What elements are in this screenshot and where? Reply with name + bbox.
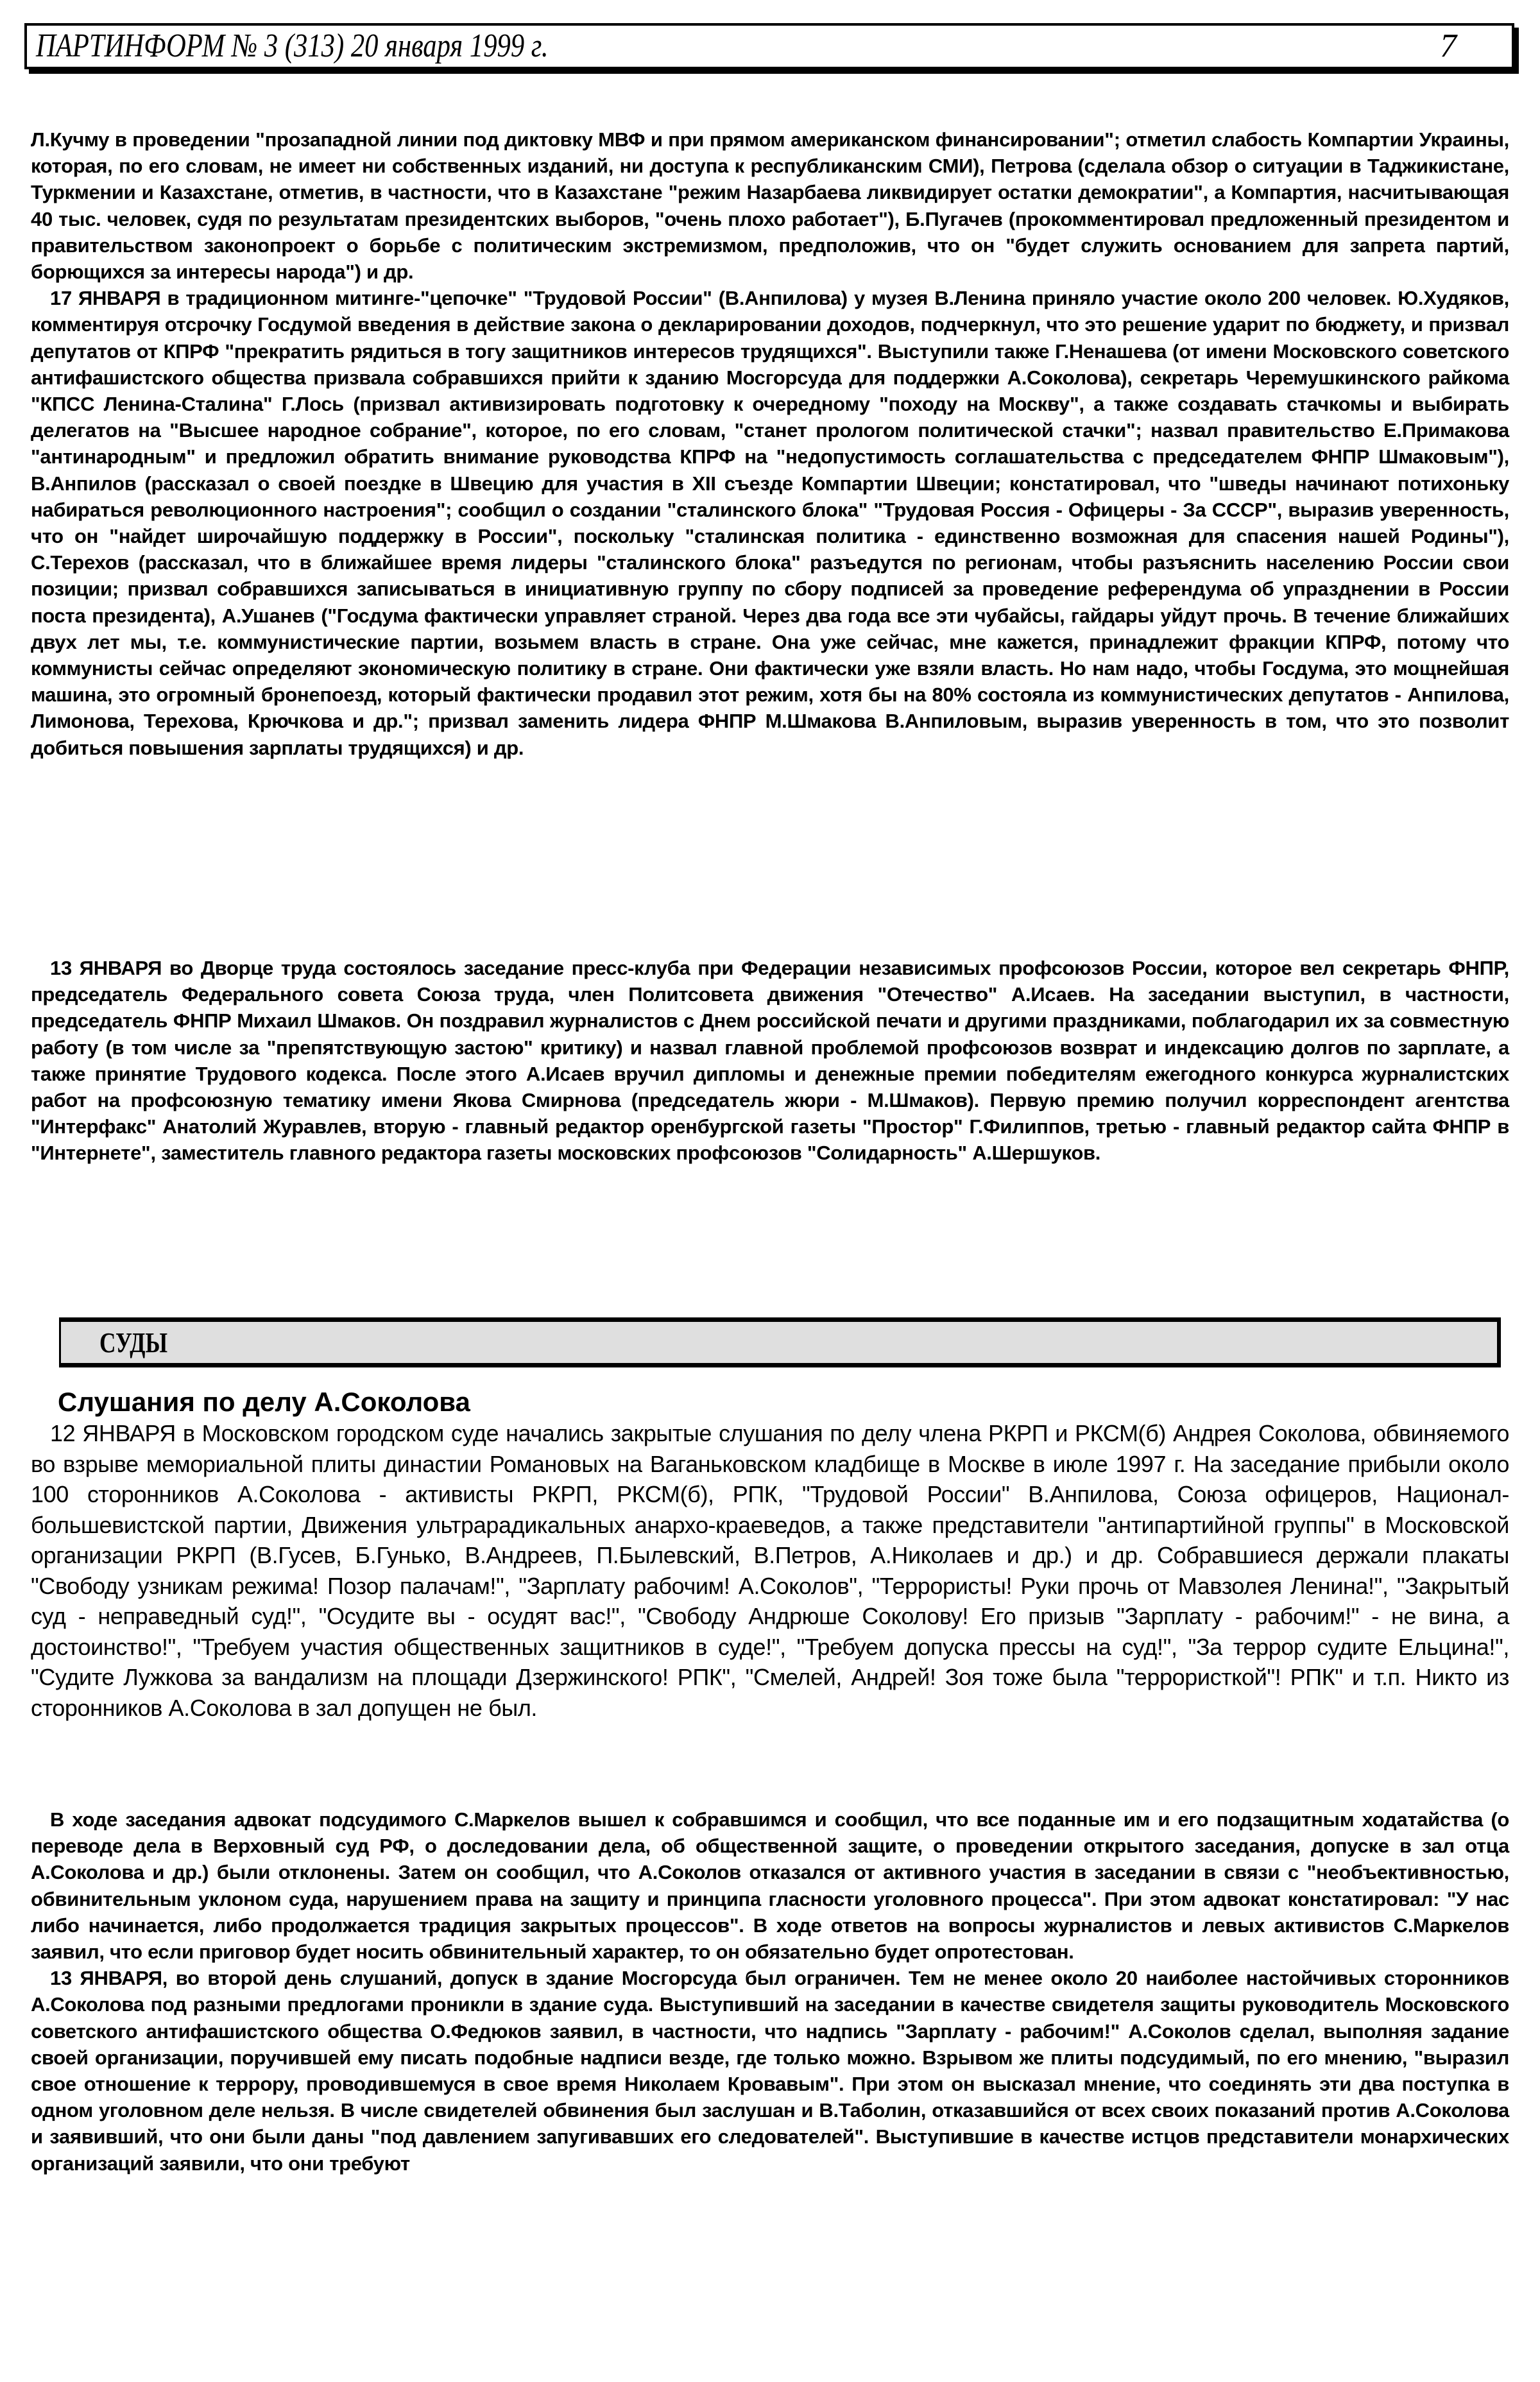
page-header bbox=[24, 23, 1514, 69]
section-banner-courts bbox=[59, 1317, 1501, 1367]
article-title: Слушания по делу А.Соколова bbox=[58, 1387, 470, 1417]
paragraph-jan13-second-day: 13 ЯНВАРЯ, во второй день слушаний, допуск в здание Мосгорсуда был ограничен. Тем не менее около 20 наиболее настойчивых сторонников А.Соколова под разными предлогами проникли в здание суда. Выступивший на заседании в качестве свидетеля защиты руководитель Московского советского антифашистского общества О.Федюков заявил, в частности, что надпись "Зарплату - рабочим!" А.Соколов сделал, выполняя задание своей организации, поручившей ему писать подобные надписи везде, где только можно. Взрывом же плиты подсудимый, по его мнению, "выразил свое отношение к террору, проводившемуся в свое время Николаем Кровавым". При этом он высказал мнение, что соединять эти два поступка в одном уголовном деле нельзя. В числе свидетелей обвинения был заслушан и В.Таболин, отказавшийся от всех своих показаний против А.Соколова и заявивший, что они были даны "под давлением запугивавших его следователей". Выступившие в качестве истцов представители монархических организаций заявили, что они требуют bbox=[31, 1967, 1509, 2175]
paragraph-lawyer-markelov: В ходе заседания адвокат подсудимого С.Маркелов вышел к собравшимся и сообщил, что все поданные им и его подзащитным ходатайства (о переводе дела в Верховный суд РФ, о доследовании дела, об общественной защите, о проведении открытого заседания, допуске в зал отца А.Соколова и др.) были отклонены. Затем он сообщил, что А.Соколов отказался от активного участия в заседании в связи с "необъективностью, обвинительным уклоном суда, нарушением права на защиту и принципа гласности уголовного процесса". При этом адвокат констатировал: "У нас либо начинается, либо продолжается традиция закрытых процессов". В ходе ответов на вопросы журналистов и левых активистов С.Маркелов заявил, что если приговор будет носить обвинительный характер, то он обязательно будет опротестован. bbox=[31, 1808, 1509, 1964]
paragraph-continued: Л.Кучму в проведении "прозападной линии под диктовку МВФ и при прямом американском финансировании"; отметил слабость Компартии Украины, которая, по его словам, не имеет ни собственных изданий, ни доступа к республиканским СМИ), Петрова (сделала обзор о ситуации в Таджикистане, Туркмении и Казахстане, отметив, в частности, что в Казахстане "режим Назарбаева ликвидирует остатки демократии", а Компартия, насчитывающая 40 тыс. человек, судя по результатам президентских выборов, "очень плохо работает"), Б.Пугачев (прокомментировал предложенный президентом и правительством законопроект о борьбе с политическим экстремизмом, предположив, что он "будет служить основанием для запрета партий, борющихся за интересы народа") и др. bbox=[31, 128, 1509, 284]
article-lead bbox=[31, 1418, 1509, 1723]
paragraph-press-club: 13 ЯНВАРЯ во Дворце труда состоялось заседание пресс-клуба при Федерации независимых профсоюзов России, которое вел секретарь ФНПР, председатель Федерального совета Союза труда, член Политсовета движения "Отечество" А.Исаев. На заседании выступил, в частности, председатель ФНПР Михаил Шмаков. Он поздравил журналистов с Днем российской печати и другими праздниками, поблагодарил их за совместную работу (в том числе за "препятствующую застою" критику) и назвал главной проблемой профсоюзов возврат и индексацию долгов по зарплате, а также принятие Трудового кодекса. После этого А.Исаев вручил дипломы и денежные премии победителям ежегодного конкурса журналистских работ на профсоюзную тематику имени Якова Смирнова (председатель жюри - М.Шмаков). Первую премию получил корреспондент агентства "Интерфакс" Анатолий Журавлев, вторую - главный редактор оренбургской газеты "Простор" Г.Филиппов, третью - главный редактор сайта ФНПР в "Интернете", заместитель главного редактора газеты московских профсоюзов "Солидарность" А.Шершуков. bbox=[31, 957, 1509, 1165]
article-body bbox=[31, 1806, 1509, 2177]
continued-article bbox=[31, 126, 1509, 761]
paragraph-jan12-hearings: 12 ЯНВАРЯ в Московском городском суде начались закрытые слушания по делу члена РКРП и РКСМ(б) Андрея Соколова, обвиняемого во взрыве мемориальной плиты династии Романовых на Ваганьковском кладбище в Москве в июле 1997 г. На заседание прибыли около 100 сторонников А.Соколова - активисты РКРП, РКСМ(б), РПК, "Трудовой России" В.Анпилова, Союза офицеров, Национал-большевистской партии, Движения ультрарадикальных анархо-краеведов, а также представители "антипартийной группы" в Московской организации РКРП (В.Гусев, Б.Гунько, В.Андреев, П.Былевский, В.Петров, А.Николаев и др.) и др. Собравшиеся держали плакаты "Свободу узникам режима! Позор палачам!", "Зарплату рабочим! А.Соколов", "Террористы! Руки прочь от Мавзолея Ленина!", "Закрытый суд - неправедный суд!", "Осудите вы - осудят вас!", "Свободу Андрюше Соколову! Его призыв "Зарплату - рабочим!" - не вина, а достоинство!", "Требуем участия общественных защитников в суде!", "Требуем допуска прессы на суд!", "За террор судите Ельцина!", "Судите Лужкова за вандализм на площади Дзержинского! РПК", "Смелей, Андрей! Зоя тоже была "террористкой"! РПК" и т.п. Никто из сторонников А.Соколова в зал допущен не был. bbox=[31, 1420, 1509, 1721]
page-number: 7 bbox=[1440, 28, 1457, 64]
publication-title: ПАРТИНФОРМ № 3 (313) 20 января 1999 г. bbox=[36, 28, 549, 64]
press-club-article bbox=[31, 955, 1509, 1167]
paragraph-jan17-rally: 17 ЯНВАРЯ в традиционном митинге-"цепочке" "Трудовой России" (В.Анпилова) у музея В.Ленина приняло участие около 200 человек. Ю.Худяков, комментируя отсрочку Госдумой введения в действие закона о декларировании доходов, подчеркнул, что это решение ударит по бюджету, и призвал депутатов от КПРФ "прекратить рядиться в тогу защитников интересов трудящихся". Выступили также Г.Ненашева (от имени Московского советского антифашистского общества призвала собравшихся прийти к зданию Мосгорсуда для поддержки А.Соколова), секретарь Черемушкинского райкома "КПСС Ленина-Сталина" Г.Лось (призвал активизировать подготовку к очередному "походу на Москву", а также создавать стачкомы и выбирать делегатов на "Высшее народное собрание", которое, по его словам, "станет прологом политической стачки"; назвал правительство Е.Примакова "антинародным" и предложил обратить внимание руководства КПРФ на "недопустимость соглашательства с председателем ФНПР Шмаковым"), В.Анпилов (рассказал о своей поездке в Швецию для участия в XII съезде Компартии Швеции; констатировал, что "шведы начинают потихоньку набираться революционного настроения"; сообщил о создании "сталинского блока" "Трудовая Россия - Офицеры - За СССР", выразив уверенность, что он "найдет широчайшую поддержку в России", поскольку "сталинская политика - единственно возможная для спасения нашей Родины"), С.Терехов (рассказал, что в ближайшее время лидеры "сталинского блока" разъедутся по регионам, чтобы разъяснить населению России свои позиции; призвал собравшихся записываться в инициативную группу по сбору подписей за проведение референдума об упразднении в России поста президента), А.Ушанев ("Госдума фактически управляет страной. Через два года все эти чубайсы, гайдары уйдут прочь. В течение ближайших двух лет мы, т.е. коммунистические партии, возьмем власть в стране. Она уже сейчас, мне кажется, принадлежит фракции КПРФ, потому что коммунисты сейчас определяют экономическую политику в стране. Они фактически уже взяли власть. Но нам надо, чтобы Госдума, это мощнейшая машина, это огромный бронепоезд, который фактически продавил этот режим, хотя бы на 80% состояла из коммунистических депутатов - Анпилова, Лимонова, Терехова, Крючкова и др."; призвал заменить лидера ФНПР М.Шмакова В.Анпиловым, выразив уверенность в том, что это позволит добиться повышения зарплаты трудящихся) и др. bbox=[31, 287, 1509, 759]
section-label: СУДЫ bbox=[99, 1327, 168, 1358]
